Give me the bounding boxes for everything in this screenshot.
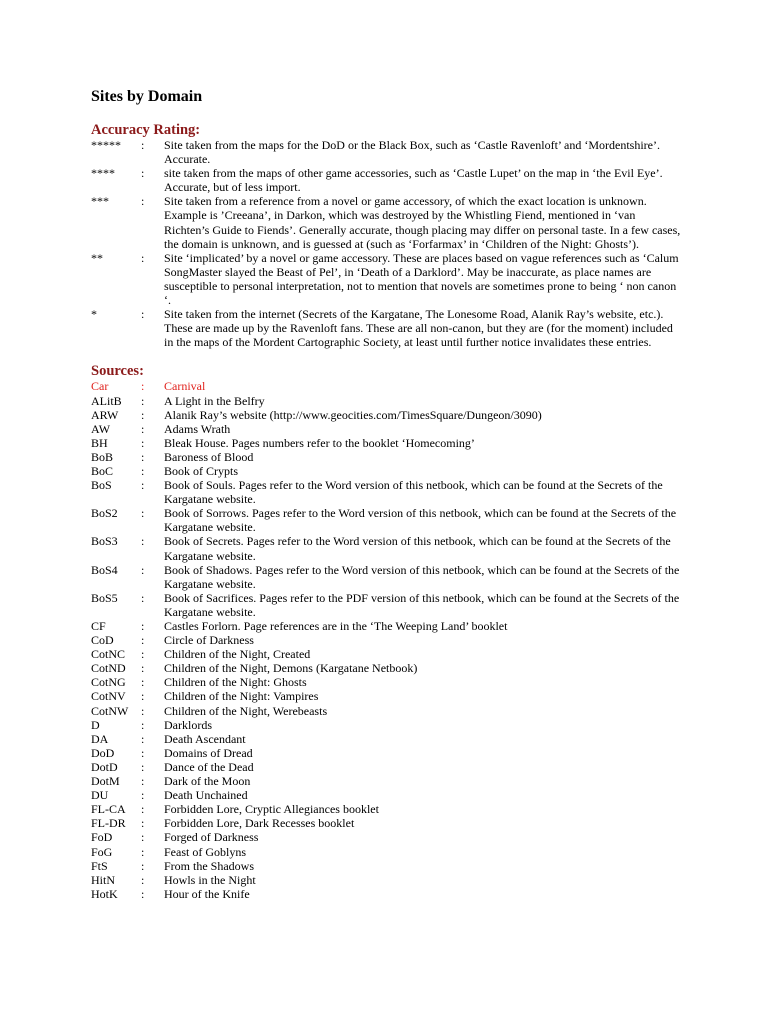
source-row — [91, 774, 681, 788]
source-row-code: FL-DR — [91, 816, 126, 831]
source-row — [91, 591, 681, 619]
source-row — [91, 450, 681, 464]
source-row-separator: : — [141, 858, 145, 873]
source-row-description: Bleak House. Pages numbers refer to the booklet ‘Homecoming’ — [164, 435, 475, 450]
source-row-code: ALitB — [91, 393, 122, 408]
accuracy-row-separator: : — [141, 250, 145, 265]
source-row-code: HitN — [91, 872, 115, 887]
source-row — [91, 859, 681, 873]
source-row-description: Death Unchained — [164, 788, 248, 803]
source-row-code: DotD — [91, 759, 118, 774]
sources-heading: Sources: — [91, 363, 144, 380]
source-row-separator: : — [141, 844, 145, 859]
source-row-separator: : — [141, 830, 145, 845]
source-row-separator: : — [141, 590, 145, 605]
source-row-code: AW — [91, 421, 111, 436]
source-row-code: ARW — [91, 407, 119, 422]
source-row-description: Children of the Night: Vampires — [164, 689, 319, 704]
source-row — [91, 408, 681, 422]
source-row — [91, 379, 681, 393]
accuracy-row-description: Site taken from the maps for the DoD or the Black Box, such as ‘Castle Ravenloft’ and ‘Mordentshire’. Accurate. — [164, 138, 660, 167]
source-row-description: Feast of Goblyns — [164, 844, 246, 859]
source-row-separator: : — [141, 872, 145, 887]
accuracy-row-description: Site ‘implicated’ by a novel or game accessory. These are places based on vague references such as ‘Calum SongMaster slayed the Beast of Pel’, in ‘Death of a Darklord’. May be inaccurate, as place names are susceptible to personal interpretation, not to mention that novels are sometimes prone to being ‘ non canon ‘. — [164, 250, 679, 308]
source-row-separator: : — [141, 675, 145, 690]
source-row — [91, 845, 681, 859]
source-row-separator: : — [141, 816, 145, 831]
source-row-code: BoC — [91, 463, 114, 478]
source-row-code: BoS3 — [91, 534, 118, 549]
source-row-description: Adams Wrath — [164, 421, 231, 436]
source-row-separator: : — [141, 703, 145, 718]
accuracy-row-description: site taken from the maps of other game accessories, such as ‘Castle Lupet’ on the map in ‘the Evil Eye’. Accurate, but of less import. — [164, 166, 663, 195]
accuracy-row — [91, 166, 681, 194]
source-row — [91, 887, 681, 901]
source-row — [91, 689, 681, 703]
source-row-description: Death Ascendant — [164, 731, 246, 746]
source-row — [91, 746, 681, 760]
source-row-description: Howls in the Night — [164, 872, 256, 887]
source-row-code: HotK — [91, 886, 118, 901]
source-row-description: Children of the Night: Ghosts — [164, 675, 307, 690]
source-row-description: Book of Crypts — [164, 463, 239, 478]
source-row-description: Book of Shadows. Pages refer to the Word version of this netbook, which can be found at the Secrets of the Kargatane website. — [164, 562, 680, 591]
source-row — [91, 464, 681, 478]
source-row-description: Book of Souls. Pages refer to the Word version of this netbook, which can be found at the Secrets of the Kargatane website. — [164, 478, 663, 507]
source-row-description: A Light in the Belfry — [164, 393, 265, 408]
source-row-description: Children of the Night, Werebeasts — [164, 703, 328, 718]
source-row-separator: : — [141, 619, 145, 633]
source-row-separator: : — [141, 802, 145, 817]
source-row — [91, 506, 681, 534]
source-row-description: Castles Forlorn. Page references are in the ‘The Weeping Land’ booklet — [164, 619, 508, 633]
accuracy-row — [91, 251, 681, 307]
source-row-separator: : — [141, 661, 145, 676]
source-row-description: Children of the Night, Created — [164, 647, 311, 662]
source-row — [91, 732, 681, 746]
source-row-description: Alanik Ray’s website (http://www.geocities.com/TimesSquare/Dungeon/3090) — [164, 407, 542, 422]
document-page — [91, 87, 681, 901]
accuracy-row-code: ** — [91, 250, 103, 265]
source-row-code: FoD — [91, 830, 113, 845]
source-row-separator: : — [141, 506, 145, 521]
source-row-code: BoS — [91, 478, 112, 493]
source-row — [91, 788, 681, 802]
source-row-separator: : — [141, 421, 145, 436]
source-row-separator: : — [141, 717, 145, 732]
source-row — [91, 422, 681, 436]
source-row-code: CF — [91, 619, 106, 633]
source-row-separator: : — [141, 562, 145, 577]
source-row-separator: : — [141, 435, 145, 450]
source-row-code: CotNW — [91, 703, 129, 718]
source-row-separator: : — [141, 788, 145, 803]
source-row-description: Carnival — [164, 379, 206, 394]
source-row-description: Dark of the Moon — [164, 774, 251, 789]
source-row-separator: : — [141, 745, 145, 760]
source-row-code: BoS4 — [91, 562, 118, 577]
source-row-description: Book of Sacrifices. Pages refer to the PDF version of this netbook, which can be found at the Secrets of the Kargatane website. — [164, 590, 680, 619]
source-row — [91, 718, 681, 732]
accuracy-row-description: Site taken from a reference from a novel or game accessory, of which the exact location is unknown. Example is ’Creeana’, in Darkon, which was destroyed by the Whistling Fiend, mentioned in ‘van Richten’s Guide to Fiends’. Generally accurate, though placing may differ on personal taste. In a few cases, the domain is unknown, and is guessed at (such as ‘Forfarmax’ in ‘Children of the Night: Ghosts’). — [164, 194, 681, 251]
source-row-code: DotM — [91, 774, 120, 789]
source-row-code: CotNV — [91, 689, 126, 704]
accuracy-row-code: **** — [91, 166, 115, 181]
source-row-description: Darklords — [164, 717, 212, 732]
source-row — [91, 633, 681, 647]
source-row-code: CotNC — [91, 647, 126, 662]
source-row — [91, 830, 681, 844]
source-row-separator: : — [141, 633, 145, 648]
source-row-code: Car — [91, 379, 109, 394]
accuracy-heading: Accuracy Rating: — [91, 122, 201, 138]
source-row-separator: : — [141, 731, 145, 746]
source-row-description: Forbidden Lore, Cryptic Allegiances booklet — [164, 802, 379, 817]
source-row — [91, 394, 681, 408]
source-row-description: Hour of the Knife — [164, 886, 250, 901]
source-row-description: Domains of Dread — [164, 745, 253, 760]
source-row-code: BH — [91, 435, 108, 450]
source-row-separator: : — [141, 886, 145, 901]
accuracy-row — [91, 138, 681, 166]
source-row-code: FtS — [91, 858, 108, 873]
accuracy-row-code: ***** — [91, 138, 121, 152]
source-row-code: FL-CA — [91, 802, 126, 817]
source-row-code: CotNG — [91, 675, 126, 690]
source-row — [91, 563, 681, 591]
source-row — [91, 478, 681, 506]
source-row-separator: : — [141, 478, 145, 493]
source-row-separator: : — [141, 379, 145, 394]
source-row — [91, 661, 681, 675]
source-row-description: Children of the Night, Demons (Kargatane Netbook) — [164, 661, 418, 676]
source-row-code: CoD — [91, 633, 114, 648]
source-row-code: BoS2 — [91, 506, 118, 521]
source-row-separator: : — [141, 463, 145, 478]
source-row-description: From the Shadows — [164, 858, 254, 873]
source-row — [91, 534, 681, 562]
source-row-separator: : — [141, 647, 145, 662]
source-row-separator: : — [141, 393, 145, 408]
source-row-code: BoB — [91, 449, 114, 464]
accuracy-row-separator: : — [141, 194, 145, 209]
source-row-description: Book of Sorrows. Pages refer to the Word version of this netbook, which can be found at the Secrets of the Kargatane website. — [164, 506, 677, 535]
source-row — [91, 647, 681, 661]
source-row-separator: : — [141, 689, 145, 704]
accuracy-row-separator: : — [141, 138, 145, 152]
source-row-code: DA — [91, 731, 109, 746]
source-row-separator: : — [141, 449, 145, 464]
accuracy-row-separator: : — [141, 307, 145, 322]
source-row — [91, 802, 681, 816]
source-row — [91, 436, 681, 450]
source-row — [91, 704, 681, 718]
source-row-code: CotND — [91, 661, 126, 676]
source-row-code: BoS5 — [91, 590, 118, 605]
sources-list — [91, 379, 681, 900]
source-row-description: Forbidden Lore, Dark Recesses booklet — [164, 816, 355, 831]
source-row-description: Forged of Darkness — [164, 830, 259, 845]
source-row-code: DoD — [91, 745, 115, 760]
source-row-separator: : — [141, 534, 145, 549]
source-row — [91, 873, 681, 887]
accuracy-row — [91, 194, 681, 250]
source-row-code: D — [91, 717, 100, 732]
source-row-code: DU — [91, 788, 109, 803]
accuracy-row-code: *** — [91, 194, 109, 209]
source-row-description: Dance of the Dead — [164, 759, 254, 774]
page-title: Sites by Domain — [91, 88, 203, 105]
source-row — [91, 675, 681, 689]
source-row — [91, 816, 681, 830]
accuracy-row-description: Site taken from the internet (Secrets of the Kargatane, The Lonesome Road, Alanik Ray’s website, etc.). These are made up by the Ravenloft fans. These are all non-canon, but they are (for the moment) included in the maps of the Mordent Cartographic Society, at least until further notice invalidates these entries. — [164, 307, 673, 350]
accuracy-row — [91, 307, 681, 349]
accuracy-row-separator: : — [141, 166, 145, 181]
accuracy-row-code: * — [91, 307, 97, 322]
source-row-separator: : — [141, 774, 145, 789]
source-row — [91, 760, 681, 774]
source-row-separator: : — [141, 759, 145, 774]
source-row-description: Baroness of Blood — [164, 449, 254, 464]
source-row-separator: : — [141, 407, 145, 422]
source-row — [91, 619, 681, 633]
accuracy-list — [91, 138, 681, 349]
source-row-description: Circle of Darkness — [164, 633, 254, 648]
source-row-description: Book of Secrets. Pages refer to the Word version of this netbook, which can be found at the Secrets of the Kargatane website. — [164, 534, 671, 563]
source-row-code: FoG — [91, 844, 113, 859]
